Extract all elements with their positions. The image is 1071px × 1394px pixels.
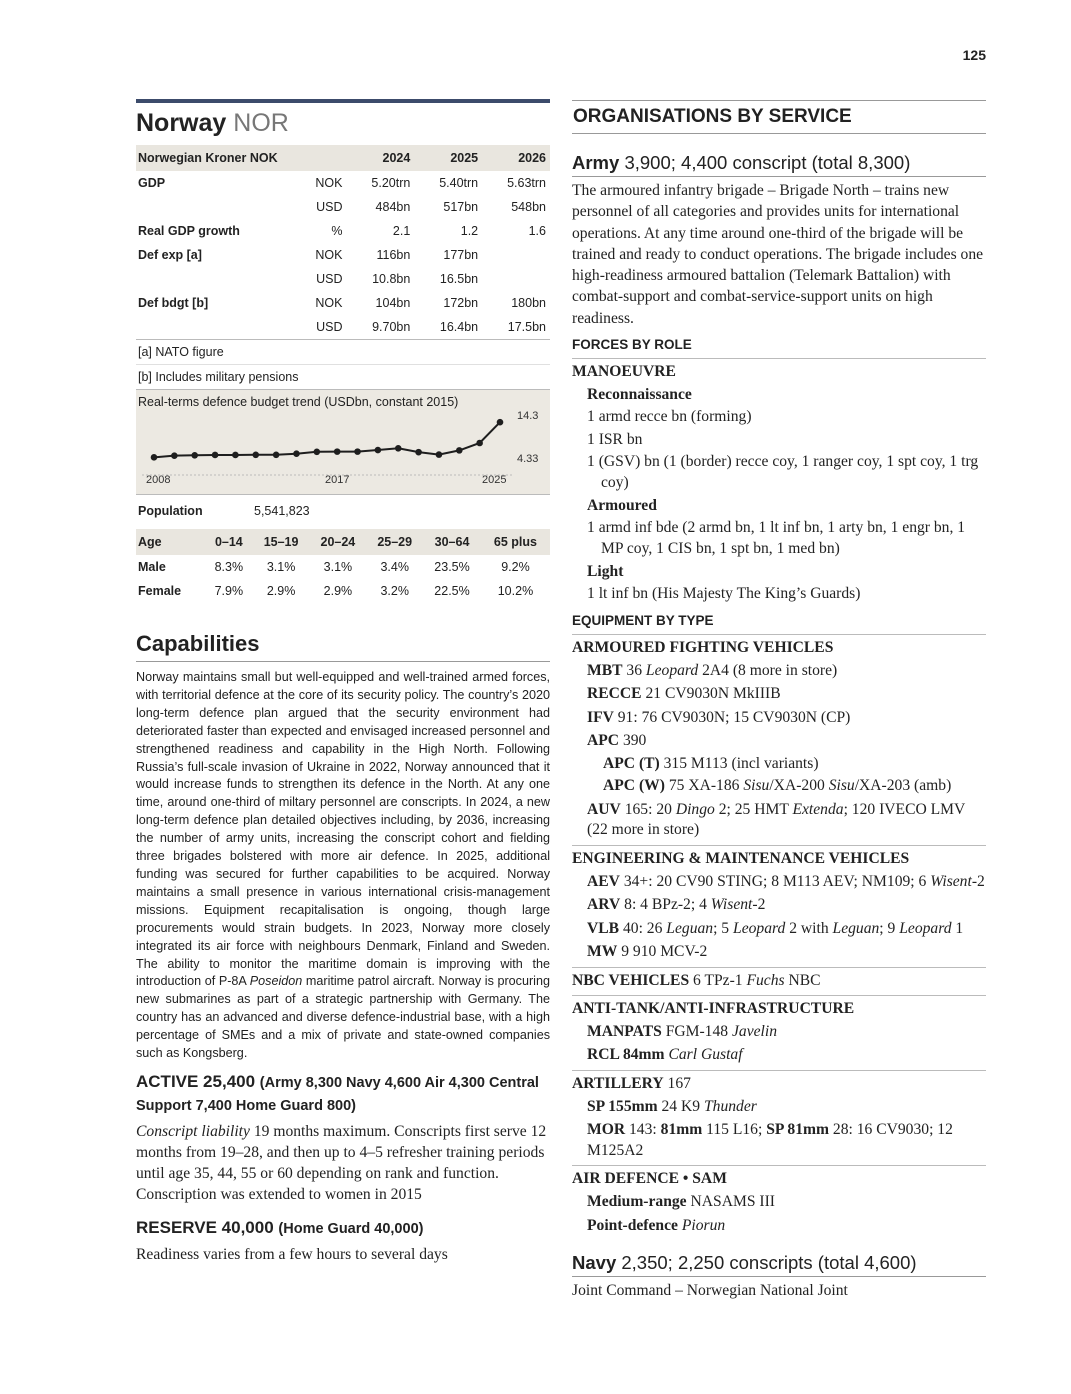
age-header-cell: 65 plus — [493, 535, 537, 549]
apc-t-label: APC (T) — [603, 754, 660, 772]
x-tick-label: 2025 — [482, 474, 507, 486]
table-cell: Def bdgt [b] — [138, 296, 209, 310]
nbc-item — [572, 967, 986, 991]
country-profile-column — [136, 99, 550, 1265]
trend-svg — [136, 390, 550, 494]
capabilities-text-italic: Poseidon — [249, 974, 303, 989]
artillery-label: ARTILLERY — [572, 1074, 664, 1092]
mw-label: MW — [587, 943, 618, 961]
text-italic: Leguan — [832, 919, 880, 937]
text-italic: Wisent — [930, 872, 972, 890]
aev-label: AEV — [587, 872, 620, 890]
table-cell — [482, 267, 550, 291]
table-cell: 9.70bn — [372, 320, 411, 334]
sp-item — [572, 1097, 986, 1118]
table-cell: 7.9% — [214, 584, 244, 598]
text: FGM-148 — [661, 1022, 732, 1040]
data-point — [395, 445, 402, 452]
table-cell: 8.3% — [214, 560, 244, 574]
list-item: 1 ISR bn — [587, 430, 643, 448]
active-breakdown: (Army 8,300 Navy 4,600 Air 4,300 Central Support 7,400 Home Guard 800) — [136, 1074, 539, 1114]
mbt-label: MBT — [587, 661, 623, 679]
data-point — [212, 452, 219, 459]
data-point — [436, 451, 443, 458]
auv-item — [572, 800, 986, 841]
vlb-item — [572, 919, 986, 940]
reserve-text: Readiness varies from a few hours to several days — [136, 1245, 448, 1263]
text-italic: Sisu — [743, 777, 770, 795]
text: -2 — [971, 872, 985, 890]
navy-name: Navy — [572, 1252, 617, 1274]
text-bold: 81mm — [660, 1121, 703, 1139]
table-cell: 3.4% — [380, 560, 409, 574]
text: 1 — [951, 919, 964, 937]
army-heading — [572, 152, 986, 177]
table-cell: 10.8bn — [372, 272, 411, 286]
table-row — [136, 267, 550, 291]
navy-heading — [572, 1252, 986, 1277]
table-cell: 517bn — [443, 200, 479, 214]
armoured-heading: Armoured — [587, 497, 657, 515]
light-heading: Light — [587, 563, 624, 581]
text: ; 9 — [879, 919, 900, 937]
table-cell — [136, 267, 295, 291]
rcl-item — [572, 1045, 986, 1066]
data-point — [171, 452, 178, 459]
age-header-cell: 25–29 — [377, 535, 413, 549]
capabilities-text-part: Norway maintains small but well-equipped and well-trained armed forces, with territorial defence at the core of its security policy. The country’s 2020 long-term defence plan argued that the security environment had deteriorated faster than expected and envisaged increased personnel and strengthened readiness and capability in the High North. Following Russia’s full-scale invasion of Ukraine in 2022, Norway announced that it would increase funds to strengthen its defence in the North. At any one time, around one-third of miltary personnel are conscripts. In 2024, a new long-term defence plan detailed objectives including, by 2036, increasing the number of army units, increasing the conscript cohort and fielding three brigades bolstered with more air defence. In 2025, additional funding was secured for further capabilities to be acquired. Norway maintains a small presence in various international crisis-management missions. Equipment recapitalisation is ongoing, though large procurements would strain budgets. In 2023, Norway more closely integrated its air force with neighbours Denmark, Finland and Sweden. The ability to monitor the maritime domain is improving with the introduction of P-8A — [136, 670, 550, 989]
table-cell: USD — [316, 200, 343, 214]
table-cell: % — [331, 224, 343, 238]
data-point — [151, 454, 158, 461]
data-point — [375, 447, 382, 454]
text: 115 L16; — [702, 1121, 767, 1139]
ifv-item — [572, 708, 986, 729]
table-cell — [482, 243, 550, 267]
economic-table-header — [136, 145, 550, 171]
capabilities-text — [136, 669, 550, 1063]
equipment-by-type-heading: EQUIPMENT BY TYPE — [572, 612, 714, 628]
text: 21 CV9030N MkIIIB — [641, 685, 781, 703]
text: 36 — [622, 661, 646, 679]
table-cell: 116bn — [376, 248, 411, 262]
text: /XA-200 — [769, 777, 829, 795]
table-cell: NOK — [315, 296, 343, 310]
text-italic: Javelin — [731, 1022, 778, 1040]
data-point — [415, 449, 422, 456]
data-point — [191, 452, 198, 459]
text: 390 — [619, 732, 647, 750]
table-cell: Def exp [a] — [138, 248, 202, 262]
text: 40: 26 — [619, 919, 667, 937]
text-italic: Fuchs — [746, 971, 785, 989]
data-point — [232, 452, 239, 459]
text-italic: Extenda — [792, 800, 844, 818]
x-tick-label: 2008 — [146, 474, 171, 486]
vlb-label: VLB — [587, 919, 620, 937]
data-point — [497, 419, 504, 426]
age-header-cell: 0–14 — [214, 535, 243, 549]
text: ; 5 — [713, 919, 734, 937]
active-text — [136, 1121, 550, 1205]
text-italic: Carl Gustaf — [668, 1046, 743, 1064]
point-defence-item — [572, 1216, 986, 1237]
population-value: 5,541,823 — [254, 504, 310, 518]
table-cell: 172bn — [443, 296, 479, 310]
table-cell — [136, 315, 295, 339]
army-description: The armoured infantry brigade – Brigade North – trains new personnel of all categories and provides units for international operations. At any time around one-third of the brigade will be trained and ready to conduct operations. The brigade includes one high-readiness armoured battalion (Telemark Battalion) with combat-support and combat-service-support units on high readiness. — [572, 182, 984, 327]
data-point — [252, 451, 259, 458]
table-cell: 5.40trn — [439, 176, 479, 190]
text: 6 TPz-1 — [689, 971, 747, 989]
table-cell: 5.20trn — [371, 176, 411, 190]
apc-t-item — [572, 754, 986, 775]
text-italic: Wisent — [710, 896, 753, 914]
apc-label: APC — [587, 732, 620, 750]
organisations-heading: ORGANISATIONS BY SERVICE — [572, 100, 986, 134]
apc-w-label: APC (W) — [603, 777, 665, 795]
active-heading — [136, 1071, 550, 1117]
age-header-cell: 20–24 — [320, 535, 356, 549]
navy-description: Joint Command – Norwegian National Joint — [572, 1282, 848, 1300]
table-cell: GDP — [138, 176, 166, 190]
data-point — [354, 448, 361, 455]
army-strength: 3,900; 4,400 conscript (total 8,300) — [624, 152, 911, 173]
text-italic: Thunder — [703, 1097, 757, 1115]
table-row — [136, 291, 550, 315]
country-code: NOR — [233, 109, 289, 137]
recce-label: RECCE — [587, 685, 642, 703]
text: /XA-203 (amb) — [854, 777, 952, 795]
value-annotation: 4.33 — [517, 453, 539, 465]
recce-heading: Reconnaissance — [587, 386, 692, 404]
arv-label: ARV — [587, 896, 621, 914]
footnote: [a] NATO figure — [138, 345, 224, 359]
trend-line — [154, 422, 500, 457]
text: 28: 16 CV9030; 12 M125A2 — [587, 1121, 953, 1159]
footnotes — [136, 339, 550, 389]
forces-by-role-heading: FORCES BY ROLE — [572, 337, 692, 353]
table-row — [136, 219, 550, 243]
table-cell: 104bn — [375, 296, 411, 310]
text: NASAMS III — [686, 1193, 775, 1211]
year-header: 2024 — [382, 151, 411, 165]
text-italic: Sisu — [828, 777, 855, 795]
data-point — [273, 451, 280, 458]
text: 2 with — [785, 919, 833, 937]
rcl-label: RCL 84mm — [587, 1046, 665, 1064]
table-cell: 548bn — [511, 200, 546, 214]
mor-label: MOR — [587, 1121, 626, 1139]
table-cell: NOK — [315, 248, 343, 262]
recce-item — [572, 684, 986, 705]
table-cell: 3.1% — [323, 560, 353, 574]
data-point — [334, 448, 341, 455]
manoeuvre-heading: MANOEUVRE — [572, 358, 986, 382]
year-header: 2025 — [450, 151, 479, 165]
budget-trend-chart — [136, 389, 550, 495]
table-cell: 17.5bn — [507, 320, 546, 334]
text: 91: 76 CV9030N; 15 CV9030N (CP) — [613, 708, 851, 726]
text: 75 XA-186 — [664, 777, 744, 795]
text-italic: Leopard — [645, 661, 699, 679]
year-header: 2026 — [518, 151, 546, 165]
nbc-label: NBC VEHICLES — [572, 971, 690, 989]
medium-range-item — [572, 1192, 986, 1213]
table-row — [136, 195, 550, 219]
table-cell: Female — [138, 584, 182, 598]
afv-heading: ARMOURED FIGHTING VEHICLES — [572, 634, 986, 658]
organisations-column — [572, 100, 986, 1301]
text: 2; 25 HMT — [714, 800, 793, 818]
text: 167 — [663, 1074, 691, 1092]
manpats-label: MANPATS — [587, 1022, 662, 1040]
footnote: [b] Includes military pensions — [136, 364, 550, 389]
text: 143: — [625, 1121, 661, 1139]
mbt-item — [572, 661, 986, 682]
table-cell: 2.9% — [323, 584, 353, 598]
table-cell: 3.1% — [266, 560, 296, 574]
data-point — [314, 448, 321, 455]
manpats-item — [572, 1022, 986, 1043]
reserve-title: RESERVE 40,000 — [136, 1217, 274, 1237]
mor-item — [572, 1120, 986, 1161]
table-cell: 5.63trn — [507, 176, 546, 190]
engineering-heading: ENGINEERING & MAINTENANCE VEHICLES — [572, 845, 986, 869]
list-item: 1 armd recce bn (forming) — [587, 408, 752, 426]
table-cell: USD — [316, 320, 343, 334]
list-item: 1 lt inf bn (His Majesty The King’s Guards) — [587, 585, 861, 603]
table-cell: 177bn — [443, 248, 479, 262]
data-point — [293, 450, 300, 457]
list-item: 1 (GSV) bn (1 (border) recce coy, 1 ranger coy, 1 spt coy, 1 trg coy) — [587, 453, 979, 491]
text: 24 K9 — [657, 1097, 704, 1115]
table-cell: Real GDP growth — [138, 224, 240, 238]
text-italic: Leopard — [733, 919, 786, 937]
age-table-header — [136, 529, 550, 555]
reserve-breakdown: (Home Guard 40,000) — [278, 1220, 424, 1237]
table-cell: NOK — [315, 176, 343, 190]
aev-item — [572, 872, 986, 893]
text-italic: Leguan — [666, 919, 714, 937]
sp-label: SP 155mm — [587, 1097, 658, 1115]
page-number: 125 — [962, 47, 986, 63]
text-italic: Leopard — [899, 919, 952, 937]
table-cell: 484bn — [375, 200, 411, 214]
text: 9 910 MCV-2 — [617, 943, 708, 961]
table-cell: 180bn — [511, 296, 546, 310]
army-name: Army — [572, 152, 620, 173]
apc-item — [572, 731, 986, 752]
artillery-heading — [572, 1070, 986, 1094]
capabilities-heading: Capabilities — [136, 631, 550, 662]
apc-w-item — [572, 776, 986, 797]
navy-strength: 2,350; 2,250 conscripts (total 4,600) — [621, 1252, 917, 1274]
title-rule — [136, 99, 550, 103]
table-cell: 2.9% — [266, 584, 296, 598]
text-bold: SP 81mm — [766, 1121, 829, 1139]
table-cell: 1.6 — [528, 224, 546, 238]
text-italic: Piorun — [681, 1216, 726, 1234]
air-defence-heading: AIR DEFENCE • SAM — [572, 1165, 986, 1189]
value-annotation: 14.3 — [517, 410, 539, 422]
table-cell: USD — [316, 272, 343, 286]
capabilities-text-part: maritime patrol aircraft. Norway is procuring new submarines as part of a strategic partnership with Germany. The country has an advanced and diverse defence-industrial base, with a high percentage of SMEs and a mix of private and state-owned companies such as Kongsberg. — [136, 974, 550, 1061]
auv-label: AUV — [587, 800, 621, 818]
table-cell: 9.2% — [501, 560, 530, 574]
age-header-cell: Age — [138, 535, 162, 549]
text: -2 — [752, 896, 766, 914]
active-body: 19 months maximum. Conscripts first serve 12 months from 19–28, and then up to 4–5 refresher training periods until age 35, 44, 55 or 60 depending on rank and function. Conscription was extended to women in 2015 — [136, 1122, 547, 1203]
population-label: Population — [138, 504, 203, 518]
data-point — [476, 440, 483, 447]
table-cell: Male — [138, 560, 166, 574]
arv-item — [572, 895, 986, 916]
currency-header: Norwegian Kroner NOK — [138, 151, 278, 165]
table-row — [136, 315, 550, 339]
text: 8: 4 BPz-2; 4 — [620, 896, 711, 914]
medium-range-label: Medium-range — [587, 1193, 687, 1211]
list-item: 1 armd inf bde (2 armd bn, 1 lt inf bn, 1 arty bn, 1 engr bn, 1 MP coy, 1 CIS bn, 1 spt bn, 1 med bn) — [587, 519, 966, 557]
data-point — [456, 447, 463, 454]
table-cell: 16.5bn — [439, 272, 479, 286]
age-table — [136, 529, 550, 603]
table-row — [136, 243, 550, 267]
text: ; 120 IVECO LMV (22 more in store) — [587, 800, 966, 839]
country-name: Norway — [136, 109, 227, 137]
table-cell: 23.5% — [434, 560, 470, 574]
table-cell: 16.4bn — [439, 320, 479, 334]
reserve-heading — [136, 1217, 550, 1240]
table-row — [136, 171, 550, 195]
table-cell: 1.2 — [460, 224, 479, 238]
table-cell — [136, 195, 295, 219]
age-header-cell: 15–19 — [263, 535, 299, 549]
table-cell: 2.1 — [392, 224, 411, 238]
age-header-cell: 30–64 — [434, 535, 470, 549]
active-lead: Conscript liability — [136, 1122, 250, 1140]
chart-title: Real-terms defence budget trend (USDbn, constant 2015) — [138, 395, 459, 409]
table-row — [136, 555, 550, 579]
text: 165: 20 — [620, 800, 676, 818]
mw-item — [572, 942, 986, 963]
population-row — [136, 495, 550, 527]
anti-tank-heading: ANTI-TANK/ANTI-INFRASTRUCTURE — [572, 995, 986, 1019]
ifv-label: IFV — [587, 708, 614, 726]
text-italic: Dingo — [675, 800, 715, 818]
active-title: ACTIVE 25,400 — [136, 1071, 256, 1091]
table-cell: 10.2% — [497, 584, 534, 598]
text: 315 M113 (incl variants) — [659, 754, 819, 772]
economic-table — [136, 145, 550, 339]
table-cell: 22.5% — [434, 584, 470, 598]
text: 2A4 (8 more in store) — [698, 661, 838, 679]
country-title — [136, 109, 550, 145]
x-tick-label: 2017 — [325, 474, 350, 486]
table-row — [136, 579, 550, 603]
table-cell: 3.2% — [380, 584, 409, 598]
text: NBC — [784, 971, 821, 989]
point-defence-label: Point-defence — [587, 1216, 678, 1234]
text: 34+: 20 CV90 STING; 8 M113 AEV; NM109; 6 — [619, 872, 931, 890]
